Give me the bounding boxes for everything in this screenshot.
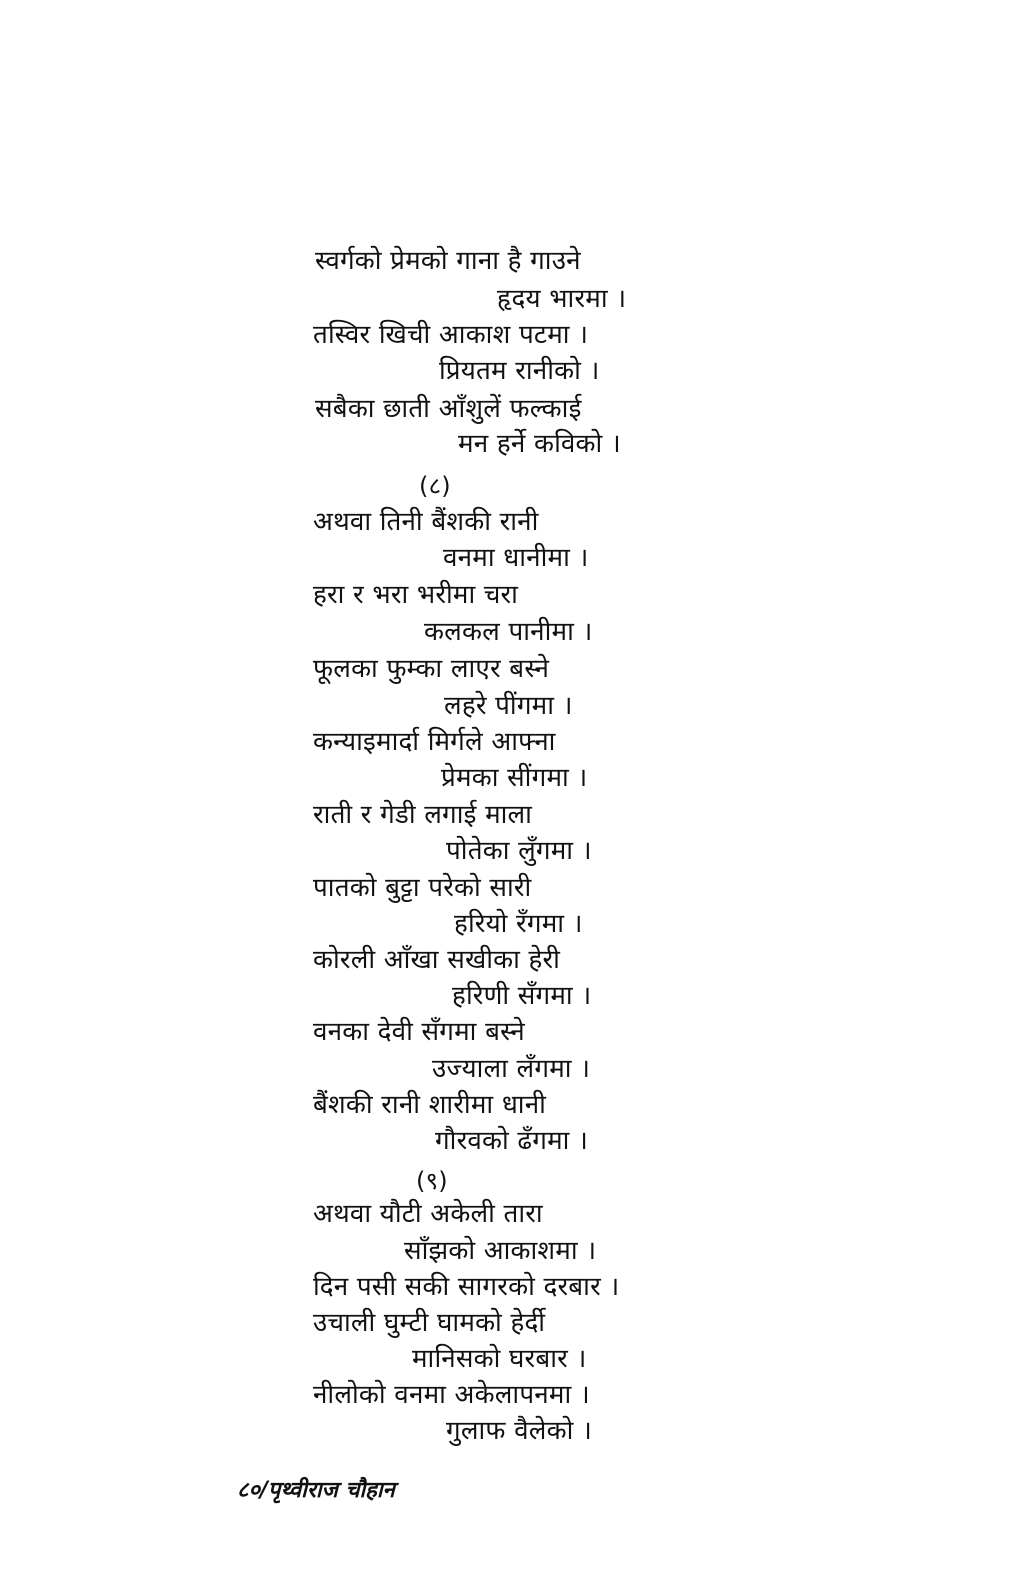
- poem-line: प्रियतम रानीको ।: [439, 356, 600, 386]
- poem-line: गौरवको ढँगमा ।: [435, 1126, 589, 1156]
- poem-line: स्वर्गको प्रेमको गाना है गाउने: [315, 246, 581, 276]
- poem-line: वनमा धानीमा ।: [443, 543, 589, 573]
- poem-line: कलकल पानीमा ।: [424, 617, 593, 647]
- poem-line: कन्याइमार्दा मिर्गले आफ्ना: [313, 727, 556, 757]
- poem-line: सबैका छाती आँशुलें फल्काई: [315, 394, 582, 424]
- poem-line: हरियो रँगमा ।: [454, 909, 583, 939]
- poem-line: लहरे पींगमा ।: [444, 691, 573, 721]
- poem-line: अथवा यौटी अकेली तारा: [313, 1199, 543, 1229]
- page-footer: ८०/पृथ्वीराज चौहान: [237, 1478, 395, 1503]
- poem-line: तस्विर खिची आकाश पटमा ।: [313, 320, 589, 350]
- poem-line: कोरली आँखा सखीका हेरी: [313, 945, 561, 975]
- poem-line: मानिसको घरबार ।: [412, 1344, 587, 1374]
- poem-line: राती र गेडी लगाई माला: [313, 800, 533, 830]
- poem-line: उचाली घुम्टी घामको हेर्दी: [313, 1308, 546, 1338]
- poem-line: फूलका फुम्का लाएर बस्ने: [313, 654, 550, 684]
- poem-line: हरा र भरा भरीमा चरा: [313, 580, 519, 610]
- poem-line: नीलोको वनमा अकेलापनमा ।: [313, 1380, 590, 1410]
- poem-line: हरिणी सँगमा ।: [452, 981, 592, 1011]
- stanza-number: (८): [419, 472, 451, 500]
- poem-line: उज्याला लँगमा ।: [432, 1054, 591, 1084]
- poem-line: दिन पसी सकी सागरको दरबार ।: [313, 1272, 620, 1302]
- stanza-number: (९): [416, 1167, 448, 1195]
- poem-line: वनका देवी सँगमा बस्ने: [313, 1017, 525, 1047]
- poem-line: साँझको आकाशमा ।: [404, 1236, 597, 1266]
- poem-line: अथवा तिनी बैंशकी रानी: [313, 507, 539, 537]
- poem-line: गुलाफ वैलेको ।: [446, 1416, 593, 1446]
- poem-line: पोतेका लुँगमा ।: [446, 836, 592, 866]
- poem-line: पातको बुट्टा परेको सारी: [313, 873, 532, 903]
- poem-line: प्रेमका सींगमा ।: [441, 763, 588, 793]
- poem-line: मन हर्ने कविको ।: [458, 429, 621, 459]
- poem-line: बैंशकी रानी शारीमा धानी: [313, 1090, 547, 1120]
- poem-line: हृदय भारमा ।: [497, 284, 627, 314]
